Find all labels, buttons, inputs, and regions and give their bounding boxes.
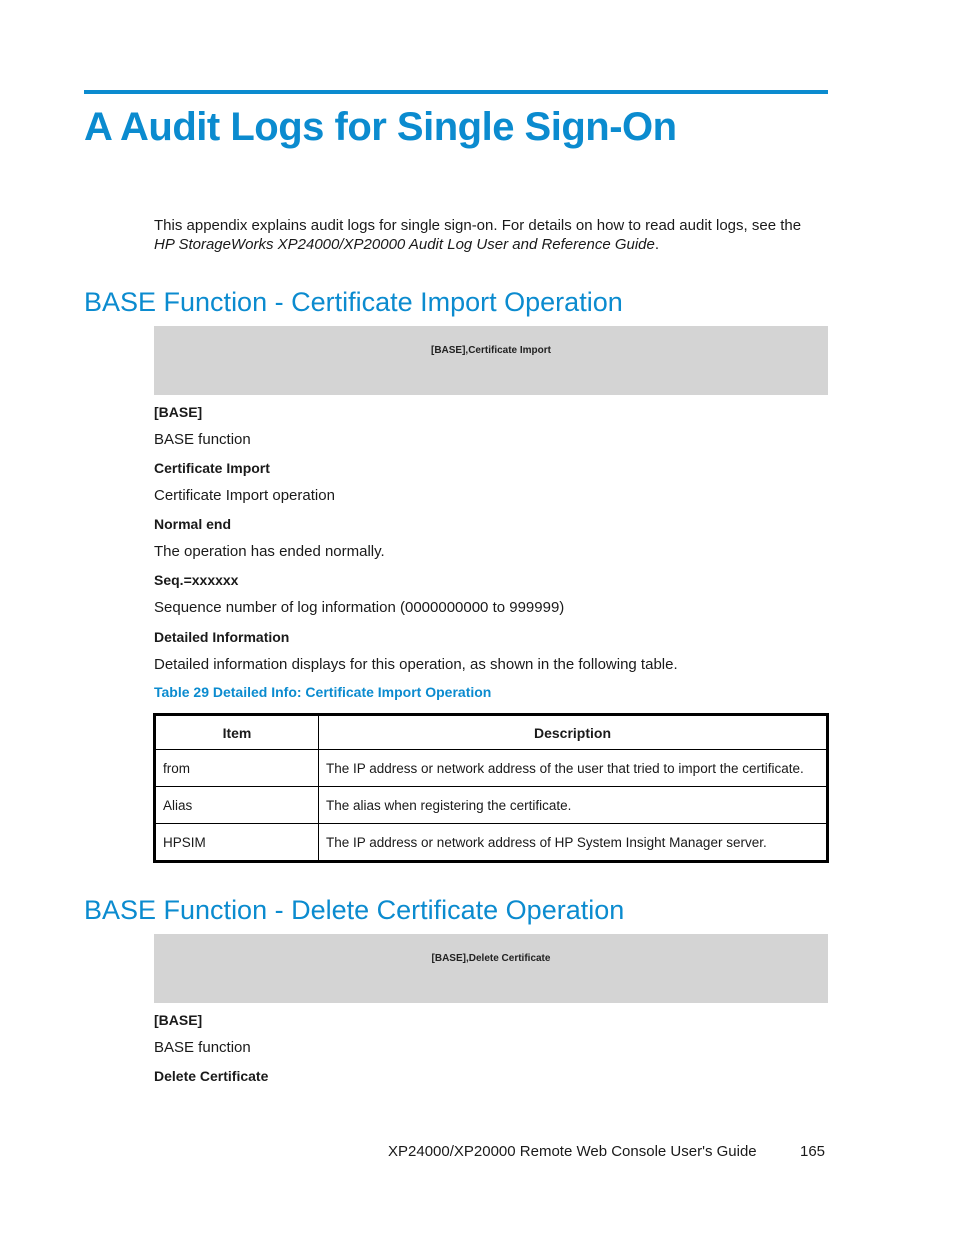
desc-base: BASE function	[154, 431, 251, 448]
term-delete-certificate: Delete Certificate	[154, 1068, 269, 1084]
table-row	[155, 750, 828, 787]
desc-base: BASE function	[154, 1039, 251, 1056]
term-base: [BASE]	[154, 404, 203, 420]
code-text: [BASE],Delete Certificate	[431, 953, 551, 964]
detailed-info-table	[153, 713, 829, 863]
intro-guide-reference	[154, 235, 834, 254]
guide-title: HP StorageWorks XP24000/XP20000 Audit Log User and Reference Guide	[154, 236, 655, 253]
table-cell-description: The alias when registering the certificate.	[319, 787, 828, 824]
column-header-description: Description	[319, 715, 828, 750]
table-cell-description: The IP address or network address of HP System Insight Manager server.	[319, 824, 828, 862]
term-base: [BASE]	[154, 1012, 203, 1028]
term-detailed-information: Detailed Information	[154, 629, 290, 645]
table-header-row	[155, 715, 828, 750]
page-number: 165	[800, 1143, 826, 1160]
section-title-certificate-import: BASE Function - Certificate Import Operation	[84, 287, 623, 317]
desc-normal-end: The operation has ended normally.	[154, 543, 385, 560]
chapter-top-rule	[84, 90, 828, 94]
intro-end: .	[654, 236, 660, 253]
code-block-certificate-import	[154, 326, 828, 395]
table-cell-item: from	[155, 750, 319, 787]
column-header-item: Item	[155, 715, 319, 750]
footer-doc-title: XP24000/XP20000 Remote Web Console User's Guide	[388, 1143, 757, 1160]
desc-certificate-import: Certificate Import operation	[154, 487, 335, 504]
code-block-delete-certificate	[154, 934, 828, 1003]
table-cell-item: HPSIM	[155, 824, 319, 862]
table-cell-description: The IP address or network address of the user that tried to import the certificate.	[319, 750, 828, 787]
table-caption: Table 29 Detailed Info: Certificate Import Operation	[154, 684, 492, 700]
intro-paragraph	[154, 216, 834, 254]
chapter-title: A Audit Logs for Single Sign-On	[84, 105, 677, 149]
term-normal-end: Normal end	[154, 516, 232, 532]
intro-text: This appendix explains audit logs for single sign-on. For details on how to read audit logs, see the	[154, 217, 802, 234]
table-cell-item: Alias	[155, 787, 319, 824]
desc-seq: Sequence number of log information (0000000000 to 999999)	[154, 599, 565, 616]
code-text: [BASE],Certificate Import	[430, 345, 551, 356]
section-title-delete-certificate: BASE Function - Delete Certificate Operation	[84, 895, 625, 925]
term-certificate-import: Certificate Import	[154, 460, 270, 476]
desc-detailed-information: Detailed information displays for this operation, as shown in the following table.	[154, 656, 678, 673]
table-row	[155, 787, 828, 824]
table-row	[155, 824, 828, 862]
term-seq: Seq.=xxxxxx	[154, 572, 239, 588]
